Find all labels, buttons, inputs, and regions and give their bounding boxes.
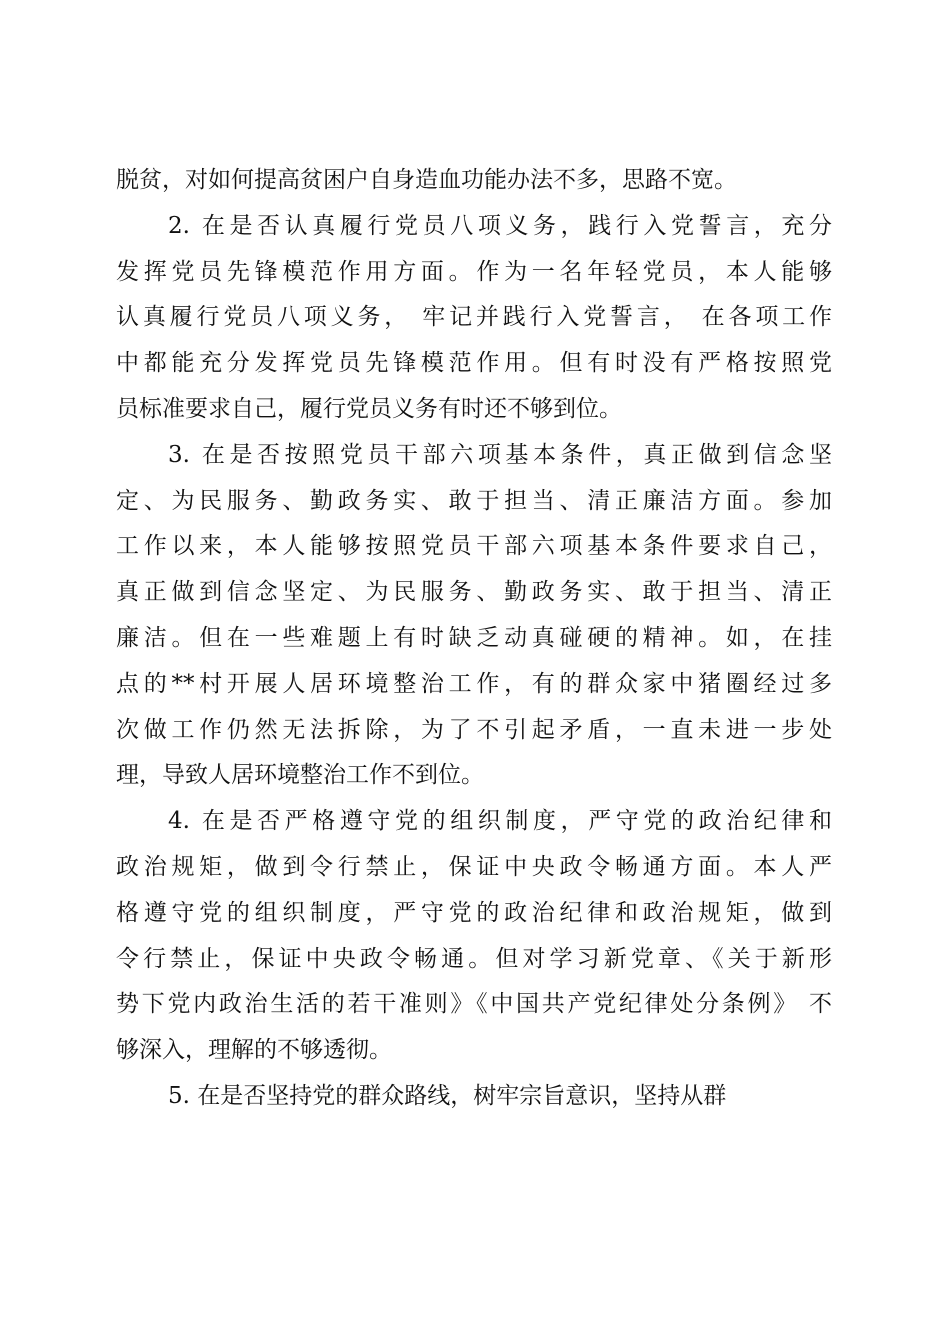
text-line: 够深入，理解的不够透彻。 — [116, 1037, 392, 1064]
text-line: 员标准要求自己，履行党员义务有时还不够到位。 — [116, 395, 622, 422]
paragraph-1 — [116, 158, 832, 204]
text-line: 中都能充分发挥党员先锋模范作用。但有时没有严格按照党 — [116, 350, 832, 377]
body-text — [116, 158, 832, 1120]
text-line: 脱贫，对如何提高贫困户自身造血功能办法不多，思路不宽。 — [116, 167, 737, 193]
text-line: 工作以来，本人能够按照党员干部六项基本条件要求自己， — [116, 533, 832, 560]
text-line: 4. 在是否严格遵守党的组织制度，严守党的政治纪律和 — [168, 808, 832, 835]
text-line: 2. 在是否认真履行党员八项义务，践行入党誓言，充分 — [168, 212, 832, 239]
paragraph-5 — [116, 1074, 832, 1120]
text-line: 廉洁。但在一些难题上有时缺乏动真碰硬的精神。如，在挂 — [116, 624, 832, 651]
paragraph-2 — [116, 204, 832, 433]
paragraph-3 — [116, 433, 832, 799]
text-line: 点的**村开展人居环境整治工作，有的群众家中猪圈经过多 — [116, 670, 832, 697]
text-line: 格遵守党的组织制度，严守党的政治纪律和政治规矩，做到 — [116, 899, 832, 926]
text-line: 发挥党员先锋模范作用方面。作为一名年轻党员，本人能够 — [116, 258, 832, 285]
text-line: 3. 在是否按照党员干部六项基本条件，真正做到信念坚 — [168, 441, 832, 468]
text-line: 令行禁止，保证中央政令畅通。但对学习新党章、《关于新形 — [116, 945, 832, 972]
text-line: 势下党内政治生活的若干准则》《中国共产党纪律处分条例》 不 — [116, 991, 832, 1018]
text-line: 认真履行党员八项义务， 牢记并践行入党誓言， 在各项工作 — [116, 304, 832, 331]
text-line: 政治规矩，做到令行禁止，保证中央政令畅通方面。本人严 — [116, 853, 832, 880]
text-line: 5. 在是否坚持党的群众路线，树牢宗旨意识，坚持从群 — [168, 1082, 727, 1109]
text-line: 理，导致人居环境整治工作不到位。 — [116, 762, 484, 789]
paragraph-4 — [116, 799, 832, 1074]
text-line: 真正做到信念坚定、为民服务、勤政务实、敢于担当、清正 — [116, 579, 832, 606]
text-line: 定、为民服务、勤政务实、敢于担当、清正廉洁方面。参加 — [116, 487, 832, 514]
text-line: 次做工作仍然无法拆除，为了不引起矛盾，一直未进一步处 — [116, 716, 832, 743]
